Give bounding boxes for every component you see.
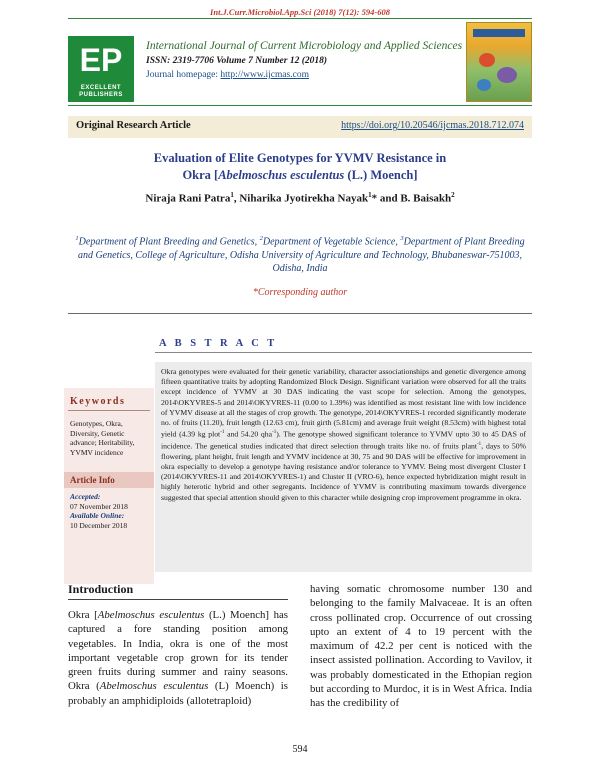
intro-part-a: Okra [ [68, 609, 98, 621]
author-1-sup: 1 [230, 191, 234, 199]
affil-2-sup: 2 [259, 235, 263, 242]
corresponding-author-note: *Corresponding author [252, 287, 348, 298]
title-line-2 [60, 167, 540, 184]
body-column-right: having somatic chromosome number 130 and belonging to the family Malvaceae. It is an often cross pollinated crop. Occurrence of out crossing upto an extent of 4 to 19 percent with the maximum of 42.2 per cent is noticed with the insect assisted pollination. According to Vavilov, it was probably domesticated in the Ethopian region but according to Murdoc, it is in West Africa. India has the credibility of [310, 583, 532, 710]
abstract-part-1: Okra genotypes were evaluated for their genetic variability, character associationships and genetic divergence among fifteen quantitative traits by adopting Randomized Block Design. Significant variation were observed for all the traits except incidence of YVMV at 30 DAS indicating the vast scope for selection. Among the genotypes, 2014\OKYVRES-5 and 2014\OKYVRES-11 (0.00 to 1.39%) was identified as most resistant line with low incidence of YVMV disease at all the stages of crop growth. The genotype, 2014\OKYVRES-1 recorded significantly moderate no. of fruits (11.20), fruit length (12.63 cm), fruit girth (5.81cm) and average fruit weight (8.53cm) with highest total yield (4.39 kg plot [161, 367, 526, 439]
article-type-bar [68, 116, 532, 138]
abstract-sup-3: -1 [477, 441, 482, 447]
keywords-heading: Keywords [70, 396, 126, 407]
affil-1: Department of Plant Breeding and Genetics, [78, 236, 260, 248]
author-3-sup: 2 [451, 191, 455, 199]
online-label: Available Online: [70, 511, 125, 520]
header-divider [68, 313, 532, 314]
article-dates [70, 492, 152, 530]
author-2: Niharika Jyotirekha Nayak [239, 192, 369, 205]
cover-band [473, 29, 525, 37]
abstract-sup-2: -1 [272, 430, 277, 436]
publisher-logo-letters: EP [79, 42, 123, 78]
introduction-heading: Introduction [68, 582, 134, 596]
affil-2: Department of Vegetable Science, [262, 236, 401, 248]
title-suffix: (L.) Moench] [344, 168, 418, 182]
affiliations [72, 232, 528, 276]
online-date: 10 December 2018 [70, 520, 128, 530]
title-species: Abelmoschus esculentus [218, 168, 345, 182]
journal-homepage [146, 70, 309, 80]
intro-species-1: Abelmoschus esculentus [97, 609, 205, 621]
author-2-sup: 1 [368, 191, 372, 199]
article-sidebar [64, 388, 154, 584]
introduction-paragraph [68, 608, 288, 708]
accepted-date: 07 November 2018 [70, 501, 128, 511]
abstract-sup-1: -1 [220, 430, 225, 436]
cover-blob-red [479, 53, 495, 67]
intro-part-c: (L) Moench) is probably an amphidiploids (allotetraploid) [68, 680, 288, 707]
publisher-logo-caption: EXCELLENT PUBLISHERS [79, 85, 123, 98]
journal-name: International Journal of Current Microbiology and Applied Sciences [146, 40, 463, 52]
paper-title [60, 150, 540, 184]
abstract-part-2: and 54.20 qha [224, 429, 273, 439]
cover-blob-blue [477, 79, 491, 91]
intro-species-2: Abelmoschus esculentus [99, 680, 209, 693]
running-head-journal: Int.J.Curr.Microbiol.App.Sci [210, 7, 312, 17]
abstract-part-3: ). The genotype showed significant tolerance to YVMV upto 30 to 45 DAS of incidence. The genetical studies indicated that direct selection through traits like no. of fruits plant [161, 429, 527, 451]
affil-1-sup: 1 [75, 235, 79, 242]
doi-link[interactable]: https://doi.org/10.20546/ijcmas.2018.712.074 [341, 120, 524, 131]
author-list: Niraja Rani Patra$^1$, Niharika Jyotirekha Nayak$^1$* and B. Baisakh$^2$ [145, 191, 455, 205]
introduction-rule [68, 599, 288, 600]
homepage-label: Journal homepage: [146, 70, 221, 80]
journal-cover-image [466, 22, 532, 102]
homepage-link[interactable]: http://www.ijcmas.com [220, 70, 309, 80]
abstract-text [161, 367, 526, 503]
affil-3: Department of Plant Breeding and Genetics, College of Agriculture, Odisha University of Agriculture and Technology, Bhubaneswar-751003, Odisha, India [77, 236, 525, 275]
publisher-logo [68, 36, 134, 102]
title-prefix: Okra [ [182, 168, 219, 182]
affil-3-sup: 3 [400, 235, 404, 242]
intro-part-b: (L.) Moench] has captured a fore standing position among vegetables. In India, okra is one of the most important vegetable crop grown for its tender green fruits during summer and rainy seasons. Okra ( [68, 609, 288, 693]
page-number: 594 [292, 744, 308, 755]
abstract-heading-rule [155, 352, 532, 353]
author-3: B. Baisakh [400, 192, 452, 205]
author-1: Niraja Rani Patra [145, 192, 231, 205]
running-head-citation: (2018) 7(12): 594-608 [313, 7, 390, 17]
abstract-part-4: , days to 50% flowering, plant height, fruit length and YVMV incidence at 30, 75 and 90 DAS will be effective for improvement in okra especially to develop a genotype having resistance and/or tolerance to YVMV. Being most divergent Cluster I (2014\OKYVRES-11 and 2014\OKYVRES-1) and Cluster II (VRO-6), hence expected hybridization might result in highly heterotic hybrid and other segregants. Incidence of YVMV is contributing maximum towards divergence suggested that special attention should given to this character while designing crop improvement programme in okra. [161, 441, 526, 502]
author-2-mark: * and [371, 192, 401, 205]
journal-issn: ISSN: 2319-7706 Volume 7 Number 12 (2018) [146, 56, 328, 66]
accepted-label: Accepted: [70, 492, 101, 501]
body-column-left [68, 582, 288, 708]
article-type-label: Original Research Article [76, 120, 191, 131]
keywords-rule [68, 410, 150, 411]
title-line-1: Evaluation of Elite Genotypes for YVMV Resistance in [153, 151, 447, 165]
article-info-heading: Article Info [64, 472, 154, 488]
running-head [0, 7, 600, 17]
cover-blob-purple [497, 67, 517, 83]
keywords-list: Genotypes, Okra, Diversity, Genetic advance; Heritability, YVMV incidence [70, 419, 135, 457]
abstract-heading: A B S T R A C T [159, 338, 278, 349]
